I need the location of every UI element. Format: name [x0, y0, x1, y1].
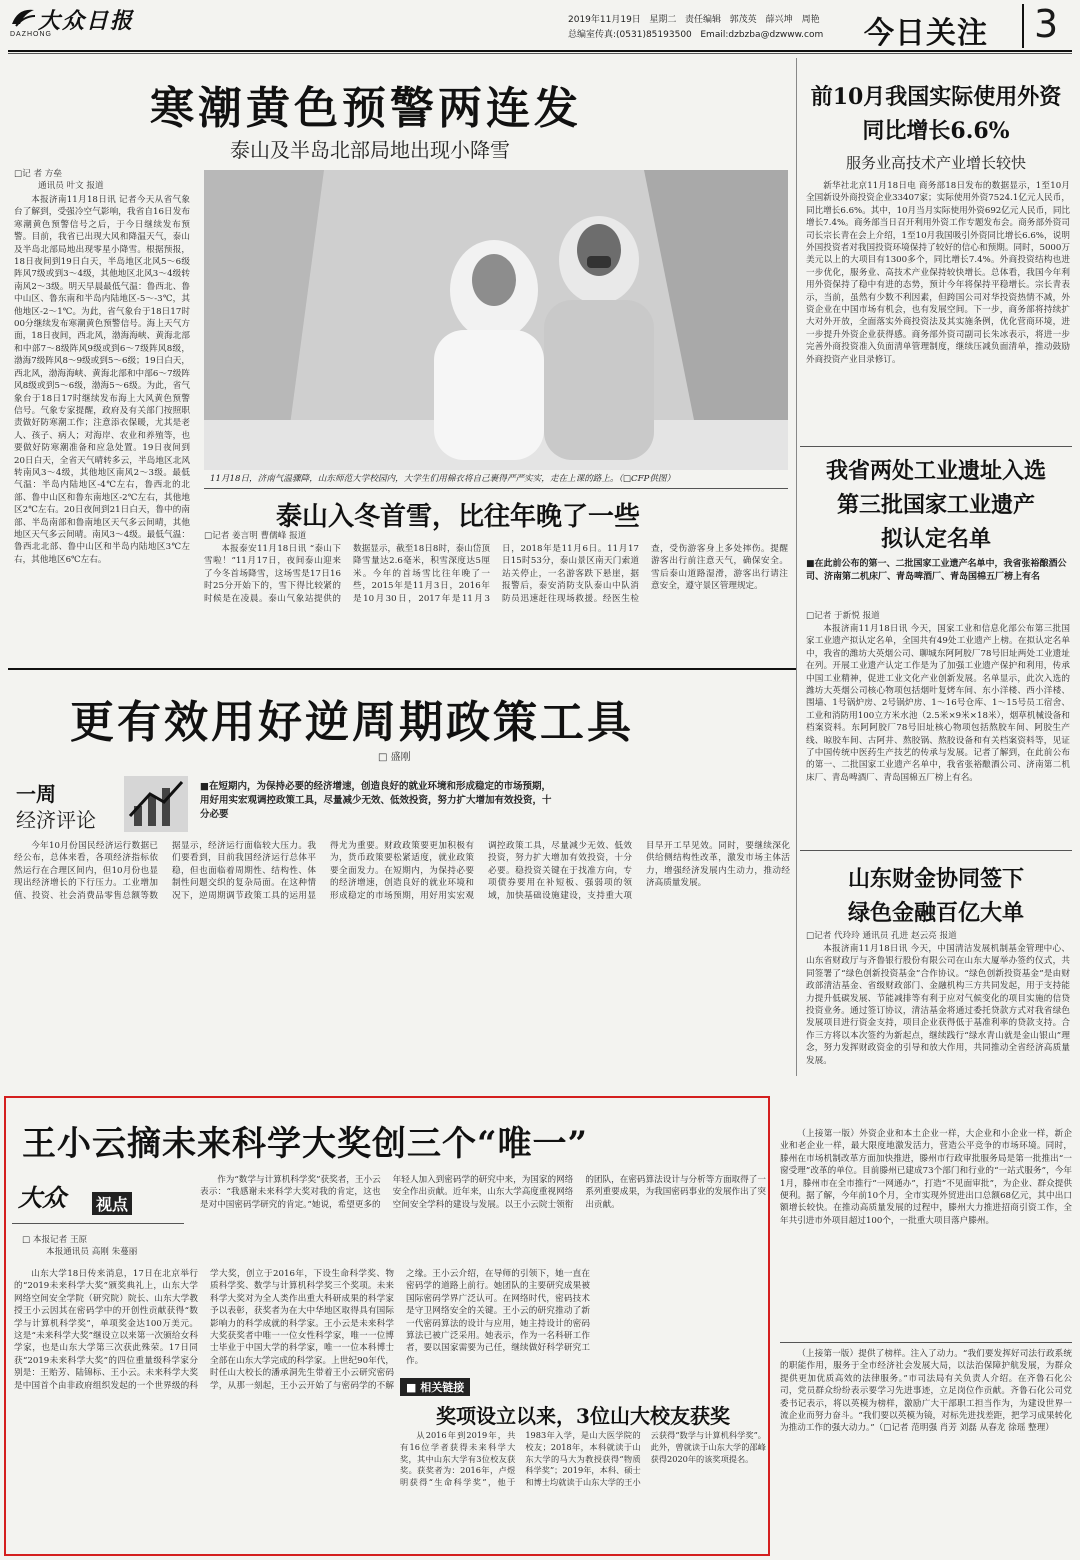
link-icon: ■	[406, 1381, 417, 1394]
policy-byline: □ 盛刚	[378, 752, 411, 763]
prize-headline: 王小云摘未来科学大奖创三个“唯一”	[22, 1124, 589, 1164]
prize-body-continued: 作为“数学与计算机科学奖”获奖者，王小云表示：“我感谢未来科学大奖对我的肯定，这也是对中国密码学研究的肯定。”她说，希望更多的年轻人加入到密码学的研究中来，为国家的网络安全作出贡献。近年来，山东大学高度重视网络空间安全学科的建设与发展。以王小云院士领衔的团队，在密码算法设计与分析等方面取得了一系列重要成果，为我国密码事业的发展作出了突出贡献。	[200, 1175, 766, 1210]
photo-caption: 11月18日，济南气温骤降，山东师范大学校园内，大学生们用棉衣将自己裹得严严实实，走在上课的路上。（□CFP供图）	[210, 474, 676, 484]
heritage-lead: ■在此前公布的第一、二批国家工业遗产名单中，我省张裕酿酒公司、济南第二机床厂、青岛啤酒厂、青岛国棉五厂榜上有名	[806, 559, 1067, 582]
finance-byline: □记者 代玲玲 通讯员 孔进 赵云亮 报道	[806, 931, 957, 941]
follow-up-body-2: （上接第一版）提供了榜样。注入了动力。“我们要发挥好司法行政系统的职能作用，服务于全市经济社会发展大局，以法治保障护航发展，为群众提供更加优质高效的法律服务。”市司法局有关负责人介绍。在齐鲁石化公司，党员群众纷纷表示要学习先进事迹，立足岗位作贡献。齐鲁石化公司党委书记表示，将以英模为榜样，激励广大干部职工担当作为，为建设世界一流企业而努力奋斗。“我们要以英模为镜，对标先进找差距，把学习成果转化为推动工作的强大动力。”（□记者 范明强 肖芳 刘磊 从春龙 徐瑶 整理）	[780, 1349, 1072, 1434]
masthead-info	[568, 12, 820, 25]
viewpoint-line2: 视点	[92, 1192, 132, 1215]
fdi-subhead: 服务业高技术产业增长较快	[845, 154, 1026, 172]
newspaper-logo: 大众日报	[38, 8, 135, 34]
related-link-label: ■ 相关链接	[400, 1378, 470, 1396]
cold-wave-body: 本报济南11月18日讯 记者今天从省气象台了解到，受强冷空气影响，我省自16日发布寒潮黄色预警信号之后，于今日继续发布预警。目前，我省已出现大风和降温天气，泰山及半岛北部局地出现零星小降雪。根据预报，18日夜间到19日白天，半岛地区北风5～6级阵风7级或到3～4级，其他地区北风3～4级转南风2～3级。明天早晨最低气温：鲁西北、鲁中山区、鲁东南和半岛内陆地区-5～-3℃，其他地区-2～1℃。为此，省气象台于18日17时00分继续发布寒潮黄色预警信号。海上天气方面，18日夜间，西北风，渤海海峡、黄海北部和中部7～8级阵风9级或到6～7级阵风8级，渤海7级阵风8～9级或到5～6级；19日白天，西北风，渤海海峡、黄海北部和中部6～7级阵风8级或到5～6级，渤海5～6级。为此，省气象台于18日17时继续发布海上大风黄色预警信号。气象专家提醒，政府及有关部门按照职责做好防寒潮工作；注意添衣保暖，尤其是老人、孩子、病人；对海岸、农业和养殖等，也要做好防寒潮准备和应急处置。19日夜间到20日白天，全省天气晴转多云，半岛地区北风转南风3～4级，其他地区南风2～3级。最低气温：半岛内陆地区-4℃左右，鲁西北的北部、鲁中山区和鲁东南地区-2℃左右，其他地区2℃左右。20日夜间到21日白天，鲁中的南部、半岛南部和鲁南地区天气多云间晴，其他地区天气多云间晴。南风3～4级。最低气温：鲁西北北部、鲁中山区和半岛内陆地区3℃左右，其他地区6℃左右。	[14, 195, 190, 565]
related-link-body: 从2016年到2019年，共有16位学者获得未来科学大奖，其中山东大学有3位校友获奖。获奖者为：2016年，卢煜明获得“生命科学奖”，他于1983年入学，是山大医学院的校友；2018年，本科就读于山东大学的马大为教授获得“物质科学奖”；2019年，本科、硕士和博士均就读于山东大学的王小云获得“数学与计算机科学奖”。此外，曾就读于山东大学的邵峰获得2020年的该奖项提名。	[400, 1430, 766, 1488]
page-number: 3	[1034, 2, 1059, 46]
policy-lead: ■在短期内，为保持必要的经济增速，创造良好的就业环境和形成稳定的市场预期，用好用实宏观调控政策工具，尽量减少无效、低效投资，努力扩大增加有效投资，十分必要	[200, 781, 552, 820]
prize-body: 山东大学18日传来消息，17日在北京举行的“2019未来科学大奖”颁奖典礼上，山东大学网络空间安全学院（研究院）院长、山东大学教授王小云因其在密码学中的开创性贡献获得“数学与计算机科学奖”，单项奖金达100万美元。这是“未来科学大奖”继设立以来第一次颁给女科学家，也是山东大学第三次获此殊荣。17日同获“2019未来科学大奖”的四位重量级科学家分别是：王贻芳、陆锦标、王小云。未来科学大奖是中国首个由非政府组织发起的一个世界级的科学大奖，创立于2016年，下设生命科学奖、物质科学奖、数学与计算机科学奖三个奖项。未来科学大奖对为全人类作出重大科研成果的科学家予以表彰，获奖者为在大中华地区取得具有国际影响力的科学成就的科学家。王小云是未来科学大奖获奖者中唯一一位女性科学家，唯一一位博士毕业于中国大学的科学家，唯一一位本科博士全部在山东大学完成的科学家。上世纪90年代，时任山大校长的潘承洞先生带着王小云研究密码学，从那一刻起，王小云开始了与密码学的不解之缘。王小云介绍，在导师的引领下，她一直在密码学的道路上前行。她团队的主要研究成果被国际密码学界广泛认可。在网络时代，密码技术是守卫网络安全的关键。王小云的研究推动了新一代密码算法的设计与应用，她主持设计的密码算法已被广泛采用。她表示，作为一名科研工作者，要以国家需要为己任，继续做好科学研究工作。	[14, 1269, 590, 1391]
finance-body: 本报济南11月18日讯 今天，中国清洁发展机制基金管理中心、山东省财政厅与齐鲁银行股份有限公司在山东大厦举办签约仪式，共同签署了“绿色创新投资基金”合作协议。“绿色创新投资基金”是由财政部清洁基金、省级财政部门、金融机构三方共同发起，用于支持能力提升低碳发展、节能减排等有利于应对气候变化的项目实施的信贷投资业务。通过签订协议，清洁基金将通过委托贷款方式对我省绿色发展项目进行资金支持，项目企业获得低于基准利率的贷款支持。合作三方将以本次签约为新起点，继续践行“绿水青山就是金山银山”理念，努力发挥财政资金的引导和放大作用，共同推动全省经济高质量发展。	[806, 944, 1070, 1066]
section-title: 今日关注	[864, 16, 988, 51]
fax-number: 总编室传真:(0531)85193500	[568, 30, 692, 40]
issue-date: 2019年11月19日	[568, 15, 641, 25]
fdi-headline-line1: 前10月我国实际使用外资	[810, 84, 1062, 110]
follow-up-body-1: （上接第一版）外资企业和本土企业一样，大企业和小企业一样，新企业和老企业一样，最大限度地激发活力，营造公平竞争的市场环境。同时，滕州在市场机制改革方面加快推进，滕州市行政审批服务局是第一批推出“一窗受理”改革的单位。目前滕州已建成73个部门和行业的“一站式服务”，今年1月，滕州市在全市推行“一网通办”，打造“不见面审批”，为企业、群众提供便利。据了解，今年前10个月，全市实现外贸进出口总额68亿元，其中出口额增长较快。在推动高质量发展的过程中，滕州大力推进招商引资工作，全年共引进市外项目超过100个，一批重大项目落户滕州。	[780, 1129, 1072, 1226]
related-link-box	[400, 1378, 766, 1552]
prize-byline-reporter: □ 本报记者 王原	[22, 1235, 88, 1245]
taishan-body: 本报泰安11月18日讯 “泰山下雪啦！”11月17日，夜间泰山迎来了今冬首场降雪，这场雪是17日16时25分开始下的，雪下得比较紧的时候是在凌晨。泰山气象站提供的数据显示，截至18日8时，泰山岱顶降雪量达2.6毫米，积雪深度达5厘米。今年的首场雪比往年晚了一些，2015年是11月3日，2016年是10月30日，2017年是11月3日，2018年是11月6日。11月17日15时53分，泰山景区南天门索道站关停止，一名游客跌下悬崖，据报警后，泰安消防支队泰山中队消防员迅速赶往现场救援。经医生检查，受伤游客身上多处摔伤。提醒游客出行前注意天气，确保安全。雪后泰山道路湿滑，游客出行请注意安全，遵守景区管理规定。	[204, 544, 788, 604]
policy-body: 今年10月份国民经济运行数据已经公布，总体来看，各项经济指标依然运行在合理区间内，但10月份也显现出经济增长的下行压力。工业增加值、投资、社会消费品零售总额等数据显示，经济运行面临较大压力。我们要看到，目前我国经济运行总体平稳，但也面临着周期性、结构性、体制性问题交织的复杂局面。在这种情况下，逆周期调节政策工具的运用显得尤为重要。财政政策要更加积极有为，货币政策要松紧适度，就业政策要全面发力。在短期内，为保持必要的经济增速，创造良好的就业环境和形成稳定的市场预期，用好用实宏观调控政策工具，尽量减少无效、低效投资，努力扩大增加有效投资，十分必要。稳投资关键在于找准方向，专项债券要用在补短板、强弱项的领域，加快基础设施建设，支持重大项目早开工早见效。同时，要继续深化供给侧结构性改革，激发市场主体活力，增强经济发展内生动力，推动经济高质量发展。	[14, 841, 790, 901]
policy-headline: 更有效用好逆周期政策工具	[70, 697, 634, 748]
taishan-byline: □记者 姜言明 曹儒峰 报道	[204, 531, 307, 541]
taishan-headline: 泰山入冬首雪，比往年晚了一些	[276, 502, 641, 532]
cold-wave-subhead: 泰山及半岛北部局地出现小降雪	[230, 138, 510, 162]
heritage-byline: □记者 于新悦 报道	[806, 611, 880, 621]
finance-headline-line1: 山东财金协同签下	[847, 866, 1024, 892]
editor-names: 郭茂英 薛兴坤 周艳	[729, 15, 820, 25]
masthead	[0, 0, 1080, 52]
weekly-commentary-badge	[12, 776, 188, 832]
masthead-contact	[568, 27, 823, 40]
trend-chart-icon	[124, 776, 188, 832]
logo-subtitle: DAZHONG	[10, 31, 52, 38]
fdi-headline-line2: 同比增长6.6%	[862, 118, 1010, 144]
prize-byline	[22, 1234, 190, 1259]
prize-byline-correspondent: 本报通讯员 高刚 朱蔓丽	[46, 1247, 138, 1258]
byline-correspondent: 通讯员 叶文 报道	[38, 181, 104, 192]
badge-line1: 一周	[16, 782, 56, 806]
students-photo-icon	[204, 170, 788, 470]
news-photo	[204, 170, 788, 470]
heritage-headline-line3: 拟认定名单	[880, 526, 991, 552]
related-link-headline: 奖项设立以来，3位山大校友获奖	[436, 1404, 730, 1428]
badge-line2: 经济评论	[16, 808, 96, 832]
heritage-headline-line1: 我省两处工业遗址入选	[825, 458, 1046, 484]
fdi-body: 新华社北京11月18日电 商务部18日发布的数据显示，1至10月全国新设外商投资企业33407家；实际使用外资7524.1亿元人民币，同比增长6.6%。其中，10月当月实际使用外资692亿元人民币，同比增长7.4%。商务部当日召开利用外资工作专题发布会。商务部外资司司长宗长青在会上介绍，1至10月我国吸引外资同比增长6.6%，说明外国投资者对我国投资环境保持了较好的信心和预期。同时，5000万美元以上的大项目有1300多个，同比增长7.4%。外商投资结构也进一步优化，服务业、高技术产业保持较快增长。总体看，我国今年利用外资保持了稳中有进的态势，预计今年将保持平稳增长。宗长青表示，当前，虽然有少数不利因素，但跨国公司对华投资热情不减，外资企业在中国市场有机会，也有发展空间。下一步，商务部将持续扩大对外开放，全面落实外商投资法及其实施条例，优化营商环境，进一步提升外资企业获得感。商务部外资司副司长朱冰表示，将进一步完善外商投资准入负面清单管理制度，继续压减负面清单，推动鼓励外商投资产业目录修订。	[806, 181, 1070, 365]
editor-label: 责任编辑	[685, 15, 722, 25]
heritage-headline-line2: 第三批国家工业遗产	[836, 492, 1035, 518]
heritage-body: 本报济南11月18日讯 今天，国家工业和信息化部公布第三批国家工业遗产拟认定名单，全国共有49处工业遗产上榜。在拟认定名单中，我省的潍坊大英烟公司、聊城东阿阿胶厂78号旧址两处工业遗址在列。开展工业遗产认定工作是为了加强工业遗产保护和利用，传承中国工业精神，促进工业文化产业创新发展。名单显示，此次入选的潍坊大英烟公司核心物项包括烟叶复烤车间、东小洋楼、西小洋楼、围墙、1号锅炉房、2号锅炉房、1～16号仓库、1～15号员工宿舍、工业和消防用100立方米水池（2.5米×9米×18米），烟草机械设备和档案资料。东阿阿胶厂78号旧址核心物项包括熬胶车间、阿胶生产线、晾胶车间、古阿井、熬胶锅、熬胶设备和有关档案资料等，见证了中国传统中医药生产技艺的传承与发展。记者了解到，在此前公布的第一、二批国家工业遗产名单中，我省张裕酿酒公司、济南第二机床厂、青岛啤酒厂、青岛国棉五厂榜上有名。	[806, 624, 1070, 783]
email-address: Email:dzbzba@dzwww.com	[700, 30, 824, 40]
issue-weekday: 星期二	[649, 15, 677, 25]
finance-headline-line2: 绿色金融百亿大单	[847, 900, 1024, 926]
cold-wave-headline: 寒潮黄色预警两连发	[150, 83, 582, 134]
logo-icon	[10, 6, 36, 28]
dazhong-viewpoint-badge	[12, 1174, 184, 1224]
cold-wave-byline	[14, 168, 190, 193]
byline-reporter: □记 者 方垒	[14, 169, 62, 179]
viewpoint-line1: 大众	[18, 1183, 66, 1212]
